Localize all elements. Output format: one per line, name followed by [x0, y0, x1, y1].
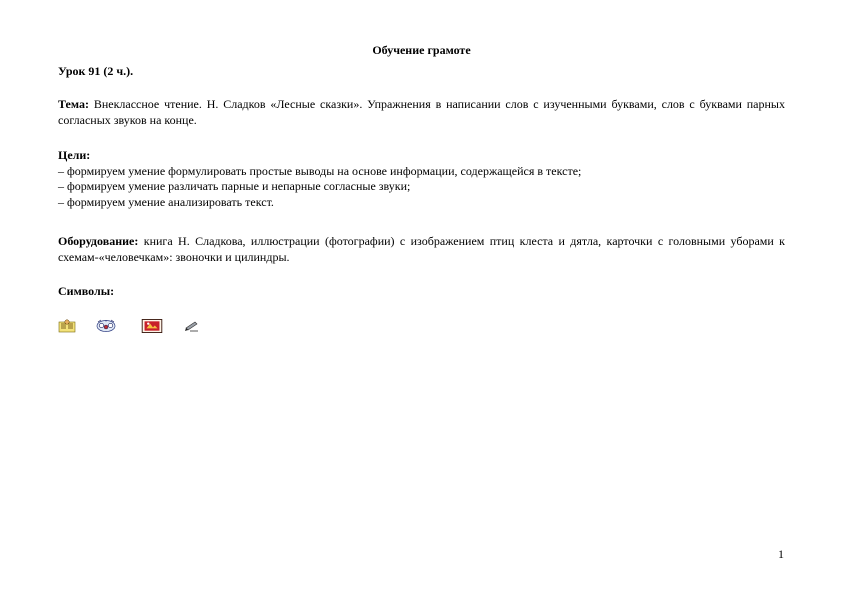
- writing-pen-icon: [184, 319, 200, 333]
- equipment-label: Оборудование:: [58, 234, 139, 248]
- symbols-label: Символы:: [58, 284, 115, 298]
- goals-section: [58, 148, 785, 210]
- lesson-heading: Урок 91 (2 ч.).: [58, 64, 134, 78]
- page-title: Обучение грамоте: [372, 43, 471, 57]
- document-page: [58, 0, 785, 595]
- goals-label: Цели:: [58, 148, 91, 162]
- page-number: 1: [778, 547, 784, 561]
- symbols-row: [58, 319, 218, 335]
- equipment-paragraph: [58, 234, 785, 265]
- equipment-text: книга Н. Сладкова, иллюстрации (фотографии) с изображением птиц клеста и дятла, карточки с головными уборами к схемам-«человечкам»: звоночки и цилиндры.: [58, 234, 786, 264]
- reading-icon: [58, 319, 76, 333]
- discussion-icon: [96, 319, 116, 333]
- goal-item: – формируем умение анализировать текст.: [58, 194, 274, 209]
- theme-paragraph: [58, 97, 785, 128]
- goal-item: – формируем умение различать парные и непарные согласные звуки;: [58, 179, 411, 193]
- picture-icon: [141, 319, 163, 333]
- goal-item: – формируем умение формулировать простые выводы на основе информации, содержащейся в тексте;: [58, 163, 582, 178]
- theme-text: Внеклассное чтение. Н. Сладков «Лесные сказки». Упражнения в написании слов с изученными буквами, слов с буквами парных согласных звуков на конце.: [58, 97, 785, 127]
- theme-label: Тема:: [58, 97, 89, 111]
